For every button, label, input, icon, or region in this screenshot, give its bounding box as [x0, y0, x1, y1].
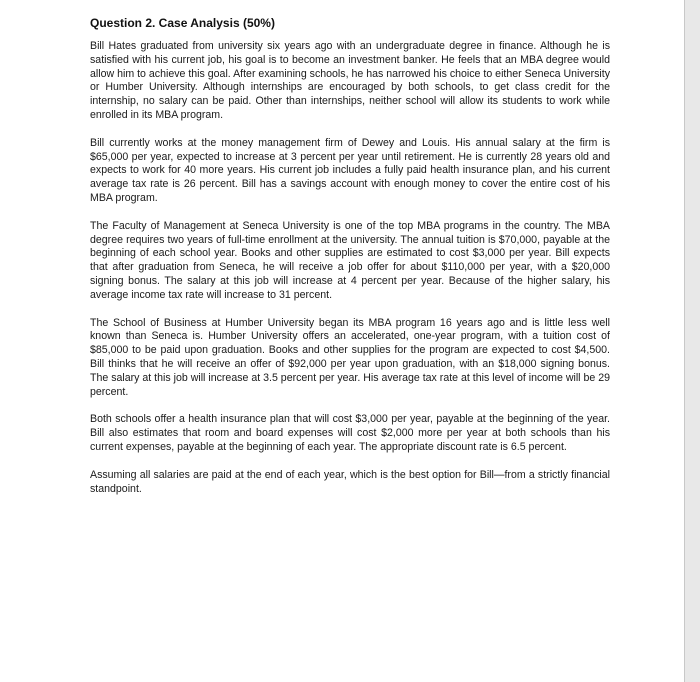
paragraph-current-job: Bill currently works at the money management firm of Dewey and Louis. His annual salary at the firm is $65,000 per year, expected to increase at 3 percent per year until retirement. He is currently 28 years old and expects to work for 40 more years. His current job includes a fully paid health insurance plan, and his current average tax rate is 26 percent. Bill has a savings account with enough money to cover the entire cost of his MBA program.	[90, 136, 610, 204]
paragraph-shared-costs: Both schools offer a health insurance plan that will cost $3,000 per year, payable at the beginning of the year. Bill also estimates that room and board expenses will cost $2,000 more per year at both schools than his current expenses, payable at the beginning of each year. The appropriate discount rate is 6.5 percent.	[90, 413, 610, 453]
document-content	[90, 16, 610, 510]
vertical-scrollbar[interactable]	[684, 0, 700, 682]
paragraph-humber: The School of Business at Humber University began its MBA program 16 years ago and is little less well known than Seneca is. Humber University offers an accelerated, one-year program, with a tuition cost of $85,000 to be paid upon graduation. Books and other supplies for the program are expected to cost $4,500. Bill thinks that he will receive an offer of $92,000 per year upon graduation, with an $18,000 signing bonus. The salary at this job will increase at 3.5 percent per year. His average tax rate at this level of income will be 29 percent.	[90, 316, 610, 398]
paragraph-question: Assuming all salaries are paid at the end of each year, which is the best option for Bill—from a strictly financial standpoint.	[90, 468, 610, 495]
paragraph-seneca: The Faculty of Management at Seneca University is one of the top MBA programs in the country. The MBA degree requires two years of full-time enrollment at the university. The annual tuition is $70,000, payable at the beginning of each school year. Books and other supplies are estimated to cost $3,000 per year. Bill expects that after graduation from Seneca, he will receive a job offer for about $110,000 per year, with a $20,000 signing bonus. The salary at this job will increase at 4 percent per year. Because of the higher salary, his average income tax rate will increase to 31 percent.	[90, 219, 610, 301]
question-title: Question 2. Case Analysis (50%)	[90, 16, 275, 30]
paragraph-background: Bill Hates graduated from university six years ago with an undergraduate degree in finance. Although he is satisfied with his current job, his goal is to become an investment banker. He feels that an MBA degree would allow him to achieve this goal. After examining schools, he has narrowed his choice to either Seneca University or Humber University. Although internships are encouraged by both schools, to get class credit for the internship, no salary can be paid. Other than internships, neither school will allow its students to work while enrolled in its MBA program.	[90, 40, 610, 121]
